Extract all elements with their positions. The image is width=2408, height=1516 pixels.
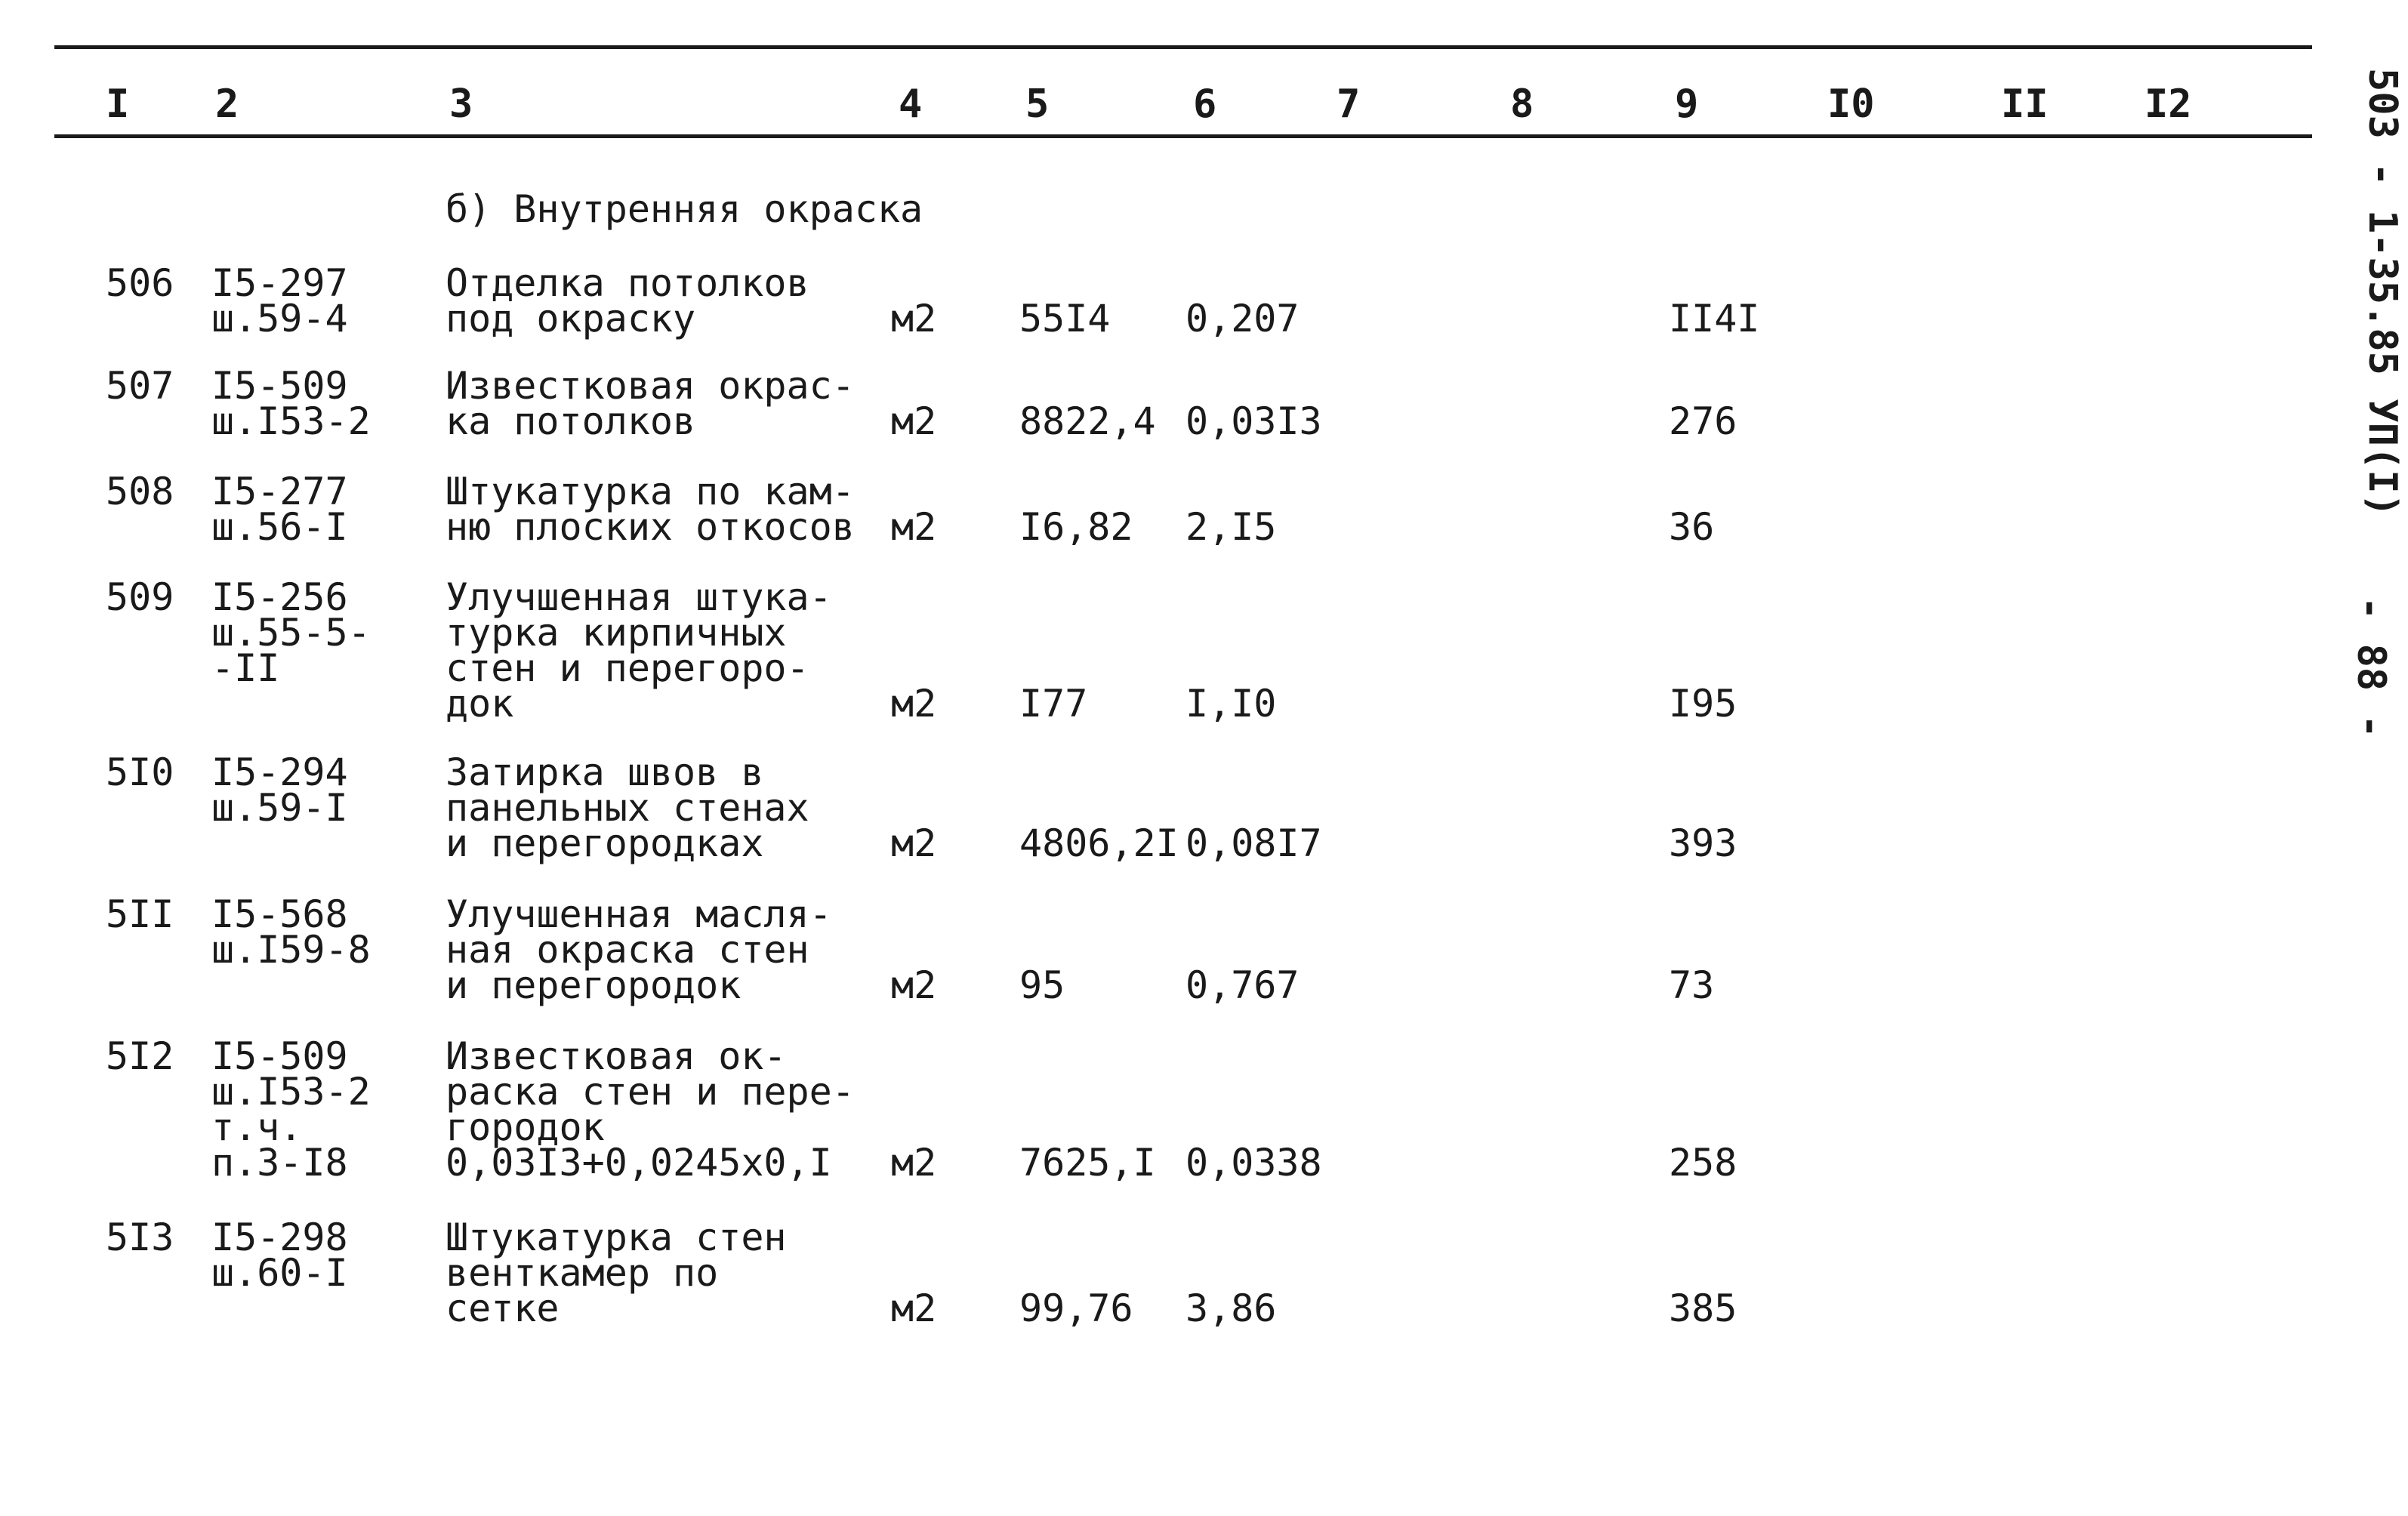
- header-col-3: 3: [449, 82, 473, 127]
- row-quantity: 7625,I: [1019, 1141, 1156, 1185]
- row-code-line: ш.55-5-: [211, 611, 371, 655]
- row-norm: 3,86: [1186, 1286, 1277, 1330]
- header-col-11: II: [2001, 82, 2049, 127]
- row-unit: м2: [891, 297, 937, 340]
- row-code-line: ш.I53-2: [211, 1070, 371, 1114]
- row-description-line: под окраску: [446, 297, 696, 340]
- table-row: [0, 892, 2265, 1048]
- row-code-line: ш.59-4: [211, 297, 348, 340]
- row-unit: м2: [891, 505, 937, 549]
- row-code-line: I5-297: [211, 261, 348, 305]
- row-code-line: ш.59-I: [211, 786, 348, 830]
- row-description-line: Отделка потолков: [446, 261, 809, 305]
- row-norm: 0,0338: [1186, 1141, 1322, 1185]
- row-code-line: I5-298: [211, 1216, 348, 1259]
- row-total: 393: [1669, 821, 1737, 865]
- row-norm: 0,08I7: [1186, 821, 1322, 865]
- row-norm: 2,I5: [1186, 505, 1277, 549]
- row-norm: I,I0: [1186, 682, 1277, 726]
- row-description-line: раска стен и пере-: [446, 1070, 855, 1114]
- row-code-line: I5-294: [211, 750, 348, 794]
- row-quantity: 8822,4: [1019, 399, 1156, 443]
- row-description-line: Улучшенная штука-: [446, 575, 832, 619]
- row-description-line: городок: [446, 1105, 605, 1149]
- row-quantity: 4806,2I: [1019, 821, 1179, 865]
- header-col-7: 7: [1337, 82, 1361, 127]
- row-description-line: Штукатурка по кам-: [446, 470, 855, 513]
- row-code-line: I5-568: [211, 892, 348, 936]
- row-number: 509: [106, 575, 174, 619]
- table-row: [0, 1216, 2265, 1371]
- row-description-line: стен и перегоро-: [446, 646, 809, 690]
- row-number: 5I2: [106, 1034, 174, 1078]
- row-unit: м2: [891, 1141, 937, 1185]
- header-col-2: 2: [215, 82, 239, 127]
- row-description-line: Затирка швов в: [446, 750, 764, 794]
- header-col-10: I0: [1827, 82, 1875, 127]
- table-row: [0, 750, 2265, 906]
- row-number: 5II: [106, 892, 174, 936]
- row-unit: м2: [891, 963, 937, 1007]
- table-row: [0, 575, 2265, 731]
- row-description-line: 0,03I3+0,0245x0,I: [446, 1141, 832, 1185]
- row-total: 36: [1669, 505, 1715, 549]
- row-total: 73: [1669, 963, 1715, 1007]
- row-unit: м2: [891, 1286, 937, 1330]
- row-quantity: I77: [1019, 682, 1088, 726]
- row-total: 276: [1669, 399, 1737, 443]
- header-col-6: 6: [1193, 82, 1217, 127]
- row-total: 258: [1669, 1141, 1737, 1185]
- side-document-code: 503 - 1-35.85 УП(I): [2360, 68, 2405, 517]
- row-description-line: панельных стенах: [446, 786, 809, 830]
- header-col-1: I: [106, 82, 130, 127]
- row-quantity: 95: [1019, 963, 1065, 1007]
- row-code-line: ш.60-I: [211, 1251, 348, 1295]
- page-number: - 88 -: [2348, 596, 2394, 738]
- row-norm: 0,207: [1186, 297, 1300, 340]
- row-unit: м2: [891, 399, 937, 443]
- row-code-line: I5-509: [211, 1034, 348, 1078]
- row-number: 506: [106, 261, 174, 305]
- row-total: I95: [1669, 682, 1737, 726]
- row-code-line: ш.56-I: [211, 505, 348, 549]
- row-norm: 0,767: [1186, 963, 1300, 1007]
- row-description-line: док: [446, 682, 514, 726]
- row-unit: м2: [891, 821, 937, 865]
- row-number: 5I0: [106, 750, 174, 794]
- header-rule: [54, 134, 2312, 138]
- header-col-5: 5: [1025, 82, 1050, 127]
- row-quantity: I6,82: [1019, 505, 1133, 549]
- row-total: II4I: [1669, 297, 1760, 340]
- header-col-8: 8: [1510, 82, 1534, 127]
- row-description-line: Известковая ок-: [446, 1034, 787, 1078]
- row-description-line: турка кирпичных: [446, 611, 787, 655]
- row-number: 507: [106, 364, 174, 408]
- header-col-4: 4: [899, 82, 923, 127]
- row-code-line: I5-256: [211, 575, 348, 619]
- row-description-line: и перегородок: [446, 963, 742, 1007]
- row-number: 508: [106, 470, 174, 513]
- row-description-line: и перегородках: [446, 821, 764, 865]
- row-description-line: Штукатурка стен: [446, 1216, 787, 1259]
- row-norm: 0,03I3: [1186, 399, 1322, 443]
- top-rule: [54, 45, 2312, 49]
- row-quantity: 99,76: [1019, 1286, 1133, 1330]
- row-description-line: венткамер по: [446, 1251, 719, 1295]
- row-code-line: I5-277: [211, 470, 348, 513]
- row-code-line: т.ч.: [211, 1105, 303, 1149]
- row-code-line: ш.I59-8: [211, 928, 371, 972]
- row-description-line: ню плоских откосов: [446, 505, 855, 549]
- row-code-line: -II: [211, 646, 280, 690]
- header-col-9: 9: [1675, 82, 1699, 127]
- row-unit: м2: [891, 682, 937, 726]
- row-code-line: I5-509: [211, 364, 348, 408]
- row-description-line: Известковая окрас-: [446, 364, 855, 408]
- row-description-line: Улучшенная масля-: [446, 892, 832, 936]
- row-total: 385: [1669, 1286, 1737, 1330]
- section-title: б) Внутренняя окраска: [446, 187, 923, 231]
- row-description-line: сетке: [446, 1286, 560, 1330]
- row-quantity: 55I4: [1019, 297, 1111, 340]
- table-row: [0, 1034, 2265, 1190]
- row-code-line: ш.I53-2: [211, 399, 371, 443]
- header-col-12: I2: [2144, 82, 2192, 127]
- row-description-line: ная окраска стен: [446, 928, 809, 972]
- row-description-line: ка потолков: [446, 399, 696, 443]
- row-code-line: п.3-I8: [211, 1141, 348, 1185]
- row-number: 5I3: [106, 1216, 174, 1259]
